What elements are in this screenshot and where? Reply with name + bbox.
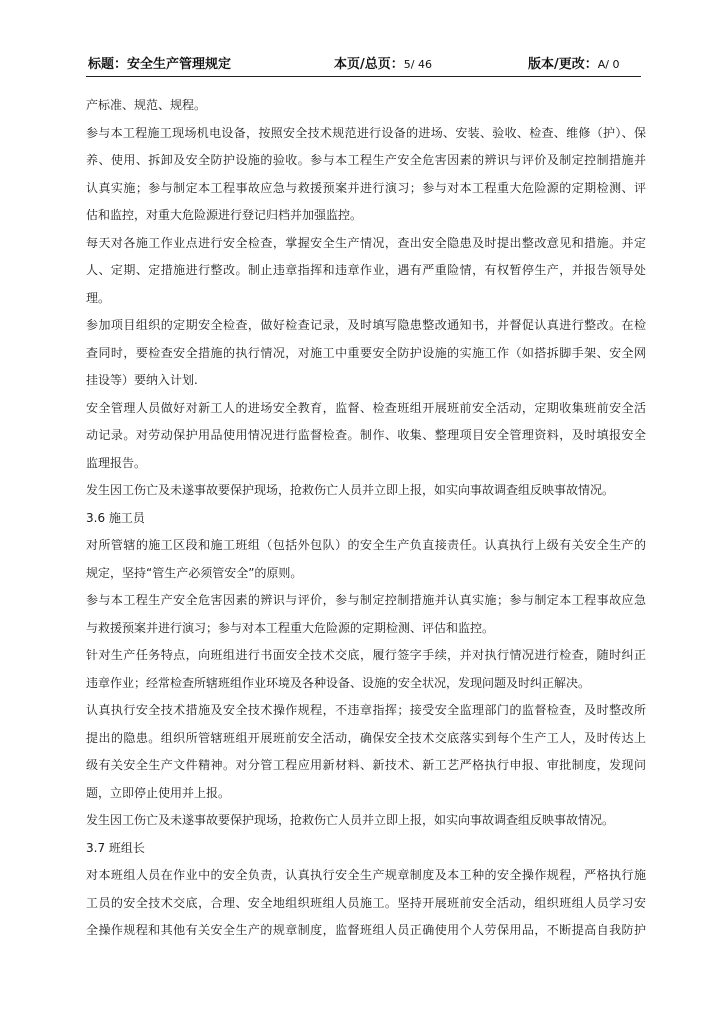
text-line: 参与本工程生产安全危害因素的辨识与评价，参与制定控制措施并认真实施；参与制定本工程事故应急 (86, 593, 646, 607)
header-version-label: 版本/更改： (528, 57, 598, 72)
text-line: 题，立即停止使用并上报。 (86, 785, 231, 800)
text-line: 级有关安全生产文件精神。对分管工程应用新材料、新技术、新工艺严格执行申报、审批制度，发现问 (86, 758, 646, 772)
header-title-value: 安全生产管理规定 (127, 57, 232, 72)
text-line: 认真执行安全技术措施及安全技术操作规程，不违章指挥；接受安全监理部门的监督检查，及时整改所 (86, 703, 646, 717)
header-version-info (528, 53, 619, 72)
text-line: 工员的安全技术交底，合理、安全地组织班组人员施工。坚持开展班前安全活动，组织班组人员学习安 (86, 895, 646, 910)
text-line: 估和监控，对重大危险源进行登记归档并加强监控。 (86, 208, 363, 222)
text-line: 对本班组人员在作业中的安全负责，认真执行安全生产规章制度及本工种的安全操作规程，严格执行施 (86, 868, 646, 882)
text-line: 人、定期、定措施进行整改。制止违章指挥和违章作业，遇有严重险情，有权暂停生产，并报告领导处 (86, 263, 646, 277)
text-line: 参与本工程施工现场机电设备，按照安全技术规范进行设备的进场、安装、验收、检查、维修（护）、保 (86, 125, 646, 140)
text-line: 监理报告。 (86, 455, 147, 470)
text-line: 提出的隐患。组织所管辖班组开展班前安全活动，确保安全技术交底落实到每个生产工人，及时传达上 (86, 730, 646, 745)
header-title (88, 53, 231, 72)
text-line: 全操作规程和其他有关安全生产的规章制度，监督班组人员正确使用个人劳保用品，不断提高自我防护 (86, 923, 646, 937)
text-line: 查同时，要检查安全措施的执行情况，对施工中重要安全防护设施的实施工作（如搭拆脚手架、安全网 (86, 345, 646, 360)
header-page-info (334, 53, 432, 72)
header-page-label: 本页/总页： (334, 57, 404, 72)
text-line: 发生因工伤亡及未遂事故要保护现场，抢救伤亡人员并立即上报，如实向事故调查组反映事故情况。 (86, 813, 615, 827)
text-line: 认真实施；参与制定本工程事故应急与救援预案并进行演习；参与对本工程重大危险源的定期检测、评 (86, 180, 646, 195)
text-line: 动记录。对劳动保护用品使用情况进行监督检查。制作、收集、整理项目安全管理资料，及时填报安全 (86, 428, 646, 442)
header-divider (86, 76, 641, 77)
text-line: 每天对各施工作业点进行安全检查，掌握安全生产情况，查出安全隐患及时提出整改意见和措施。并定 (86, 235, 646, 250)
text-line: 挂设等）要纳入计划. (86, 373, 198, 387)
text-line: 针对生产任务特点，向班组进行书面安全技术交底，履行签字手续，并对执行情况进行检查，随时纠正 (86, 648, 646, 662)
page-header (86, 51, 641, 73)
text-line: 规定，坚持“管生产必须管安全”的原则。 (86, 565, 303, 580)
header-version-value: A/ 0 (597, 58, 620, 71)
text-line: 3.6 施工员 (86, 510, 145, 525)
text-line: 参加项目组织的定期安全检查，做好检查记录，及时填写隐患整改通知书，并督促认真进行整改。在检 (86, 318, 646, 332)
text-line: 对所管辖的施工区段和施工班组（包括外包队）的安全生产负直接责任。认真执行上级有关安全生产的 (86, 538, 646, 552)
text-line: 养、使用、拆卸及安全防护设施的验收。参与本工程生产安全危害因素的辨识与评价及制定控制措施并 (86, 153, 646, 167)
document-body (86, 92, 646, 945)
header-page-value: 5/ 46 (403, 58, 432, 71)
text-line: 违章作业；经常检查所辖班组作业环境及各种设备、设施的安全状况，发现问题及时纠正解决。 (86, 675, 591, 690)
text-line: 理。 (86, 290, 111, 305)
header-title-label: 标题： (88, 57, 128, 72)
text-line: 3.7 班组长 (86, 840, 145, 855)
text-line: 产标准、规范、规程。 (86, 98, 207, 112)
text-line: 与救援预案并进行演习；参与对本工程重大危险源的定期检测、评估和监控。 (86, 620, 495, 635)
text-line: 发生因工伤亡及未遂事故要保护现场，抢救伤亡人员并立即上报，如实向事故调查组反映事故情况。 (86, 483, 615, 497)
text-line: 安全管理人员做好对新工人的进场安全教育，监督、检查班组开展班前安全活动，定期收集班前安全活 (86, 400, 646, 415)
